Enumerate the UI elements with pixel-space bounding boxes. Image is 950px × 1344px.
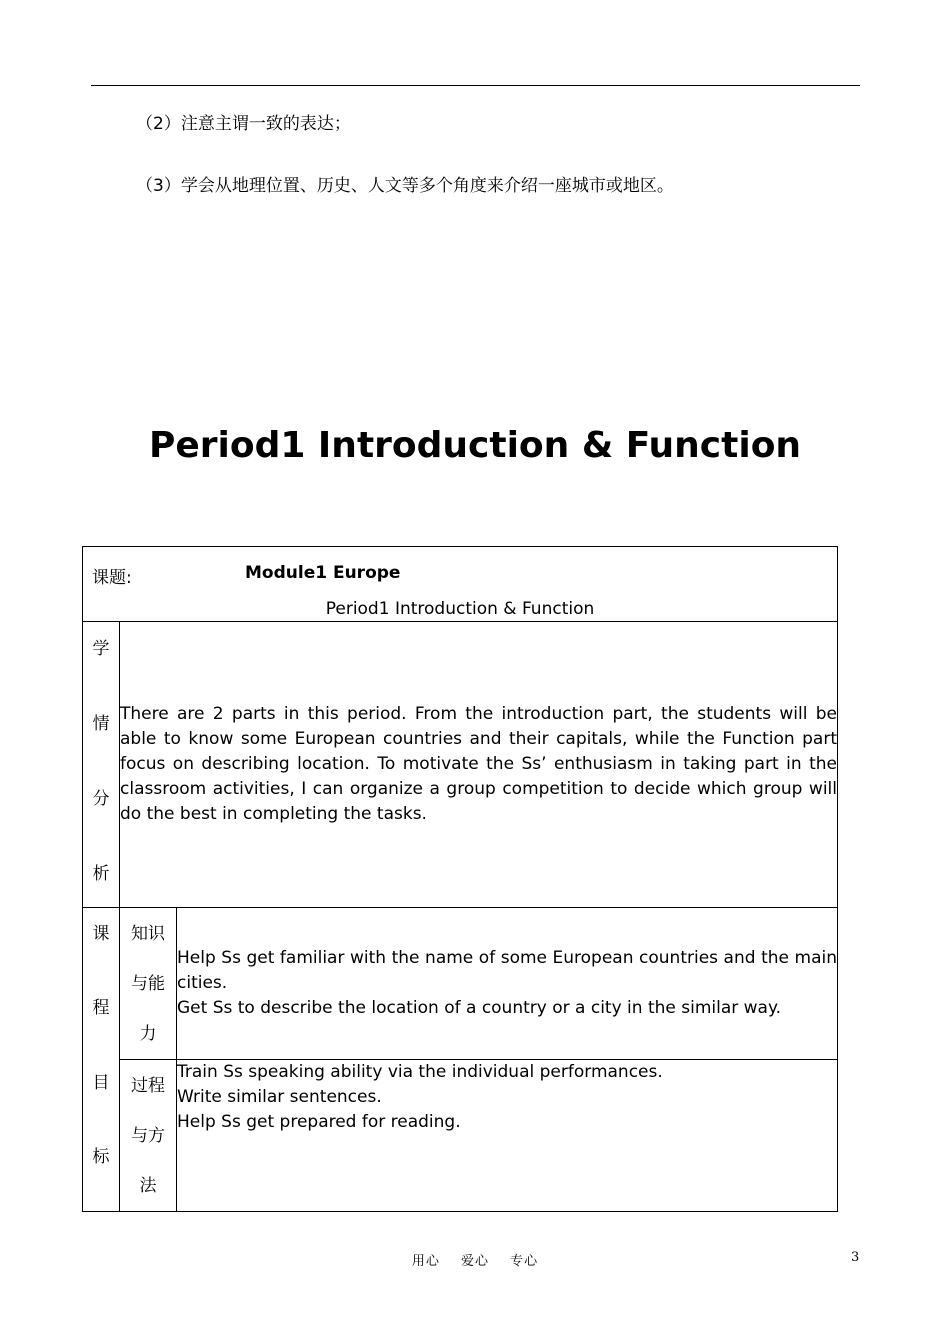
page-number: 3	[851, 1250, 860, 1265]
goals-label-char: 标	[92, 1147, 110, 1167]
period-heading: Period1 Introduction & Function	[148, 425, 802, 466]
knowledge-label-line: 知识	[131, 924, 165, 944]
knowledge-text	[177, 908, 838, 1060]
knowledge-label-line: 力	[139, 1024, 157, 1044]
objective-item-3: （3）学会从地理位置、历史、人文等多个角度来介绍一座城市或地区。	[136, 176, 674, 196]
footer-item: 专心	[510, 1254, 539, 1269]
footer-item: 用心	[411, 1254, 440, 1269]
analysis-label	[83, 622, 120, 908]
knowledge-label	[120, 908, 177, 1060]
period-subtitle: Period1 Introduction & Function	[325, 599, 595, 619]
goals-label-char: 程	[92, 998, 110, 1018]
process-label-line: 过程	[131, 1076, 165, 1096]
analysis-label-char: 分	[92, 789, 110, 809]
process-text-line: Write similar sentences.	[177, 1087, 382, 1107]
footer-item: 爱心	[460, 1254, 489, 1269]
analysis-label-char: 学	[92, 639, 110, 659]
goals-label-char: 目	[92, 1073, 110, 1093]
process-text-line: Train Ss speaking ability via the individual performances.	[177, 1062, 663, 1082]
analysis-text: There are 2 parts in this period. From the introduction part, the students will be able to know some European countries and their capitals, while the Function part focus on describing location. To motivate the Ss’ enthusiasm in taking part in the classroom activities, I can organize a group competition to decide which group will do the best in completing the tasks.	[120, 622, 838, 908]
process-text-line: Help Ss get prepared for reading.	[177, 1112, 461, 1132]
analysis-label-char: 析	[92, 864, 110, 884]
process-row	[83, 1060, 838, 1212]
topic-label: 课题:	[92, 568, 132, 588]
objective-item-2: （2）注意主谓一致的表达；	[136, 114, 351, 134]
process-text	[177, 1060, 838, 1212]
knowledge-label-line: 与能	[131, 974, 165, 994]
topic-cell	[83, 547, 838, 622]
knowledge-text-line: Get Ss to describe the location of a country or a city in the similar way.	[177, 998, 782, 1018]
analysis-label-char: 情	[92, 714, 110, 734]
knowledge-row	[83, 908, 838, 1060]
page-footer	[0, 1250, 950, 1269]
module-title: Module1 Europe	[245, 563, 401, 583]
header-rule	[91, 85, 860, 86]
goals-label	[83, 908, 120, 1212]
process-label-line: 法	[139, 1176, 157, 1196]
process-label-line: 与方	[131, 1126, 165, 1146]
topic-row	[83, 547, 838, 622]
lesson-plan-table	[82, 546, 838, 1212]
analysis-row	[83, 622, 838, 908]
process-label	[120, 1060, 177, 1212]
goals-label-char: 课	[92, 924, 110, 944]
knowledge-text-line: Help Ss get familiar with the name of some European countries and the main cities.	[177, 948, 837, 993]
